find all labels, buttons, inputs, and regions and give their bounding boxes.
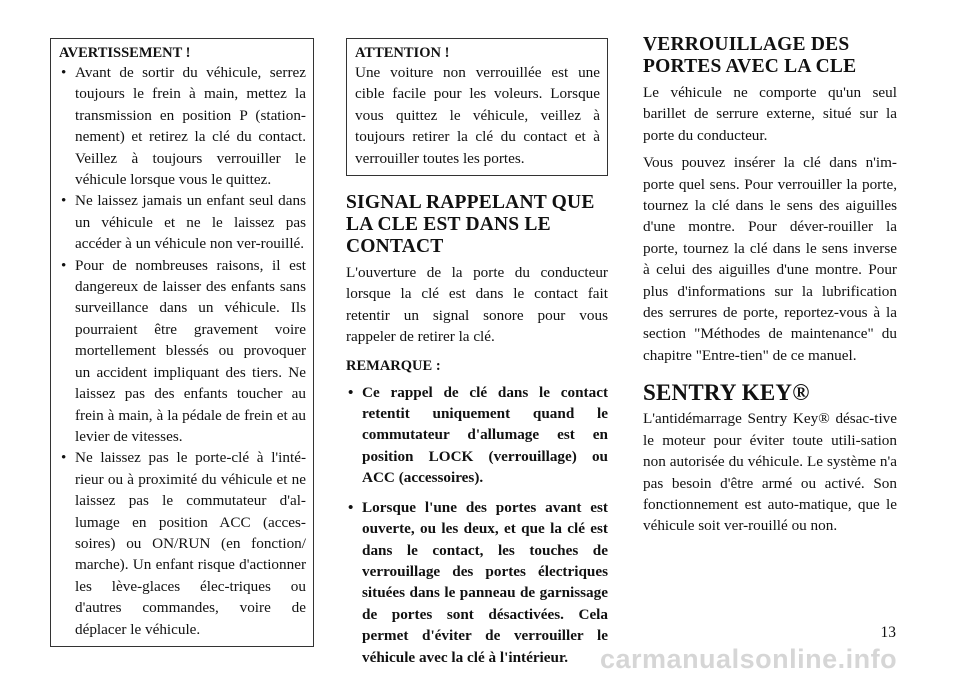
key-reminder-text: L'ouverture de la porte du conducteur lorsque la clé est dans le contact fait retentir un signal sonore pour vous rappeler de retirer la clé. (346, 264, 608, 346)
column-2 (346, 38, 608, 676)
attention-text: Une voiture non verrouillée est une cible facile pour les voleurs. Lorsque vous quittez le véhicule, veillez à toujours retirer la clé du contact et à verrouiller toutes les portes. (355, 64, 600, 167)
sentry-key-text: L'antidémarrage Sentry Key® désac-tive le moteur pour éviter toute utili-sation non autorisée du véhicule. Le système n'a pas besoin d'être armé ou activé. Son fonctionnement est auto-matique, que le véhicule soit ver-rouillé ou non. (643, 410, 897, 535)
note-item: • Lorsque l'une des portes avant est ouverte, ou les deux, et que la clé est dans le contact, les touches de verrouillage des portes électriques situées dans le panneau de garnissage de portes sont désactivées. Cela permet d'éviter de verrouiller le véhicule avec la clé à l'intérieur. (346, 497, 608, 668)
note-label: REMARQUE : (346, 357, 441, 374)
page-number: 13 (880, 624, 896, 641)
sentry-key-heading: SENTRY KEY® (643, 380, 810, 406)
key-reminder-heading: SIGNAL RAPPELANT QUE LA CLE EST DANS LE CONTACT (346, 192, 595, 258)
note-item: • Ce rappel de clé dans le contact retentit uniquement quand le commutateur d'allumage est en position LOCK (verrouillage) ou ACC (accessoires). (346, 382, 608, 489)
attention-box (346, 38, 608, 176)
warning-title: AVERTISSEMENT ! (59, 45, 191, 61)
attention-title: ATTENTION ! (355, 45, 450, 61)
warning-box (50, 38, 314, 647)
warning-item: • Ne laissez pas le porte-clé à l'inté-rieur ou à proximité du véhicule et ne laissez pas le commutateur d'al-lumage en position ACC (acces-soires) ou ON/RUN (en fonction/ marche). Un enfant risque d'actionner les lève-glaces élec-triques ou d'autres commandes, voire de déplacer le véhicule. (59, 447, 306, 640)
column-1 (50, 38, 314, 647)
note-list (346, 382, 608, 668)
column-3 (643, 34, 897, 543)
watermark: carmanualsonline.info (600, 644, 898, 674)
warning-item: • Avant de sortir du véhicule, serrez toujours le frein à main, mettez la transmission en position P (station-nement) et retirez la clé du contact. Veillez à toujours verrouiller le véhicule lorsque vous le quittez. (59, 62, 306, 190)
door-locks-paragraph: Le véhicule ne comporte qu'un seul barillet de serrure externe, situé sur la porte du conducteur. (643, 84, 897, 144)
warning-item: • Ne laissez jamais un enfant seul dans un véhicule et ne le laissez pas accéder à un véhicule non ver-rouillé. (59, 190, 306, 254)
door-locks-paragraph: Vous pouvez insérer la clé dans n'im-porte quel sens. Pour verrouiller la porte, tournez la clé dans le sens des aiguilles d'une montre. Pour déver-rouiller la porte, tournez la clé dans le sens inverse à celui des aiguilles d'une montre. Pour plus d'informations sur la lubrification des serrures de porte, reportez-vous à la section "Méthodes de maintenance" du chapitre "Entre-tien" de ce manuel. (643, 154, 897, 364)
warning-list (59, 62, 306, 640)
warning-item: • Pour de nombreuses raisons, il est dangereux de laisser des enfants sans surveillance dans un véhicule. Ils pourraient être gravement voire mortellement blessés ou provoquer un accident impliquant des tiers. Ne laissez pas des enfants toucher au frein à main, à la pédale de frein et au levier de vitesses. (59, 255, 306, 448)
door-locks-heading: VERROUILLAGE DES PORTES AVEC LA CLE (643, 34, 857, 77)
